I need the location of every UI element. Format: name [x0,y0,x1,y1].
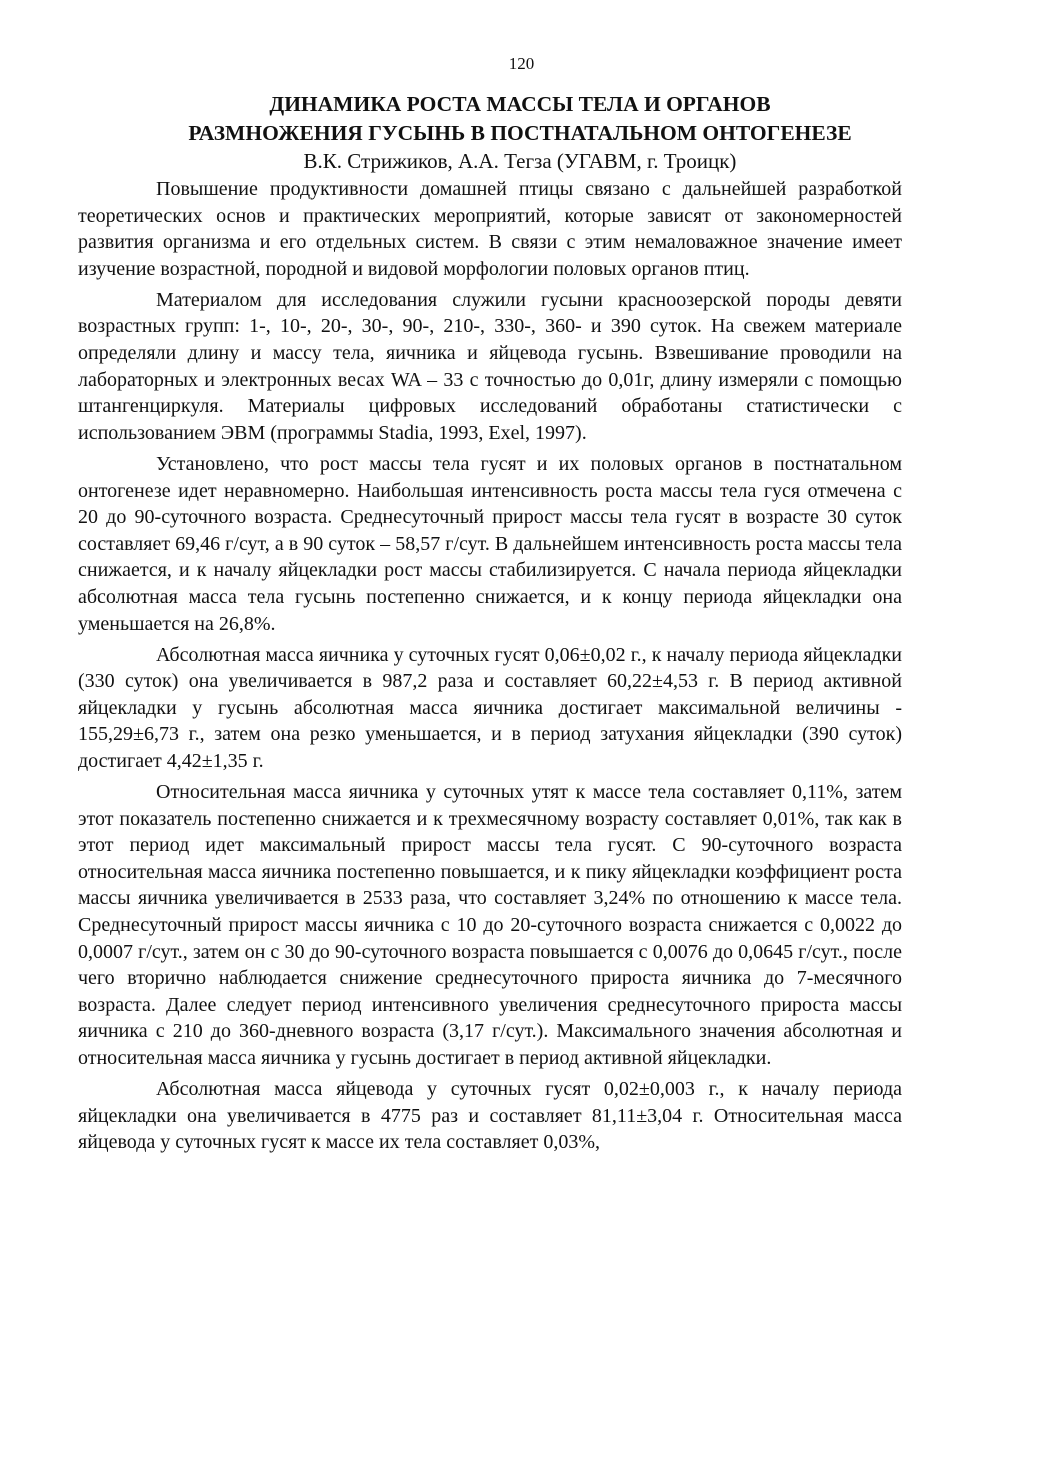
paragraph-body-mass: Установлено, что рост массы тела гусят и их половых органов в постнатальном онтогенезе идет неравномерно. Наибольшая интенсивность роста массы тела гуся отмечена с 20 до 90-суточного возраста. Среднесуточный прирост массы тела гусят в возрасте 30 суток составляет 69,46 г/сут, а в 90 суток – 58,57 г/сут. В дальнейшем интенсивность роста массы тела снижается, и к началу яйцекладки рост массы стабилизируется. С начала периода яйцекладки абсолютная масса тела гусынь постепенно снижается, и к концу периода яйцекладки она уменьшается на 26,8%. [78,452,902,635]
paragraph-ovary-absolute: Абсолютная масса яичника у суточных гусят 0,06±0,02 г., к началу периода яйцекладки (330 суток) она увеличивается в 987,2 раза и составляет 60,22±4,53 г. В период активной яйцекладки у гусынь абсолютная масса яичника достигает максимальной величины - 155,29±6,73 г., затем она резко уменьшается, и в период затухания яйцекладки (390 суток) достигает 4,42±1,35 г. [78,643,902,772]
title-line-2: РАЗМНОЖЕНИЯ ГУСЫНЬ В ПОСТНАТАЛЬНОМ ОНТОГЕНЕЗЕ [188,121,852,145]
title-line-1: ДИНАМИКА РОСТА МАССЫ ТЕЛА И ОРГАНОВ [269,92,771,116]
paragraph-oviduct: Абсолютная масса яйцевода у суточных гусят 0,02±0,003 г., к началу периода яйцекладки она увеличивается в 4775 раз и составляет 81,11±3,04 г. Относительная масса яйцевода у суточных гусят к массе их тела составляет 0,03%, [78,1078,902,1154]
article-body [78,176,902,1160]
paragraph-materials: Материалом для исследования служили гусыни красноозерской породы девяти возрастных групп: 1-, 10-, 20-, 30-, 90-, 210-, 330-, 360- и 390 суток. На свежем материале определяли длину и массу тела, яичника и яйцевода гусынь. Взвешивание проводили на лабораторных и электронных весах WA – 33 с точностью до 0,01г, длину измеряли с помощью штангенциркуля. Материалы цифровых исследований обработаны статистически с использованием ЭВМ (программы Stadia, 1993, Exel, 1997). [78,288,902,444]
paragraph-intro: Повышение продуктивности домашней птицы связано с дальнейшей разработкой теоретических основ и практических мероприятий, которые зависят от закономерностей развития организма и его отдельных систем. В связи с этим немаловажное значение имеет изучение возрастной, породной и видовой морфологии половых органов птиц. [78,178,902,280]
paragraph-ovary-relative: Относительная масса яичника у суточных утят к массе тела составляет 0,11%, затем этот показатель постепенно снижается и к трехмесячному возрасту составляет 0,01%, так как в этот период идет максимальный прирост массы тела гусят. С 90-суточного возраста относительная масса яичника постепенно повышается, и к пику яйцекладки коэффициент роста массы яичника увеличивается в 2533 раза, что составляет 3,24% по отношению к массе тела. Среднесуточный прирост массы яичника с 10 до 20-суточного возраста снижается с 0,0022 до 0,0007 г/сут., затем он с 30 до 90-суточного возраста повышается с 0,0076 до 0,0645 г/сут., после чего вторично наблюдается снижение среднесуточного прироста яичника до 7-месячного возраста. Далее следует период интенсивного увеличения среднесуточного прироста массы яичника с 210 до 360-дневного возраста (3,17 г/сут.). Максимального значения абсолютная и относительная масса яичника у гусынь достигает в период активной яйцекладки. [78,781,902,1069]
article-title [80,90,960,148]
page-number: 120 [508,54,535,73]
authors: В.К. Стрижиков, А.А. Тегза (УГАВМ, г. Троицк) [303,149,737,173]
